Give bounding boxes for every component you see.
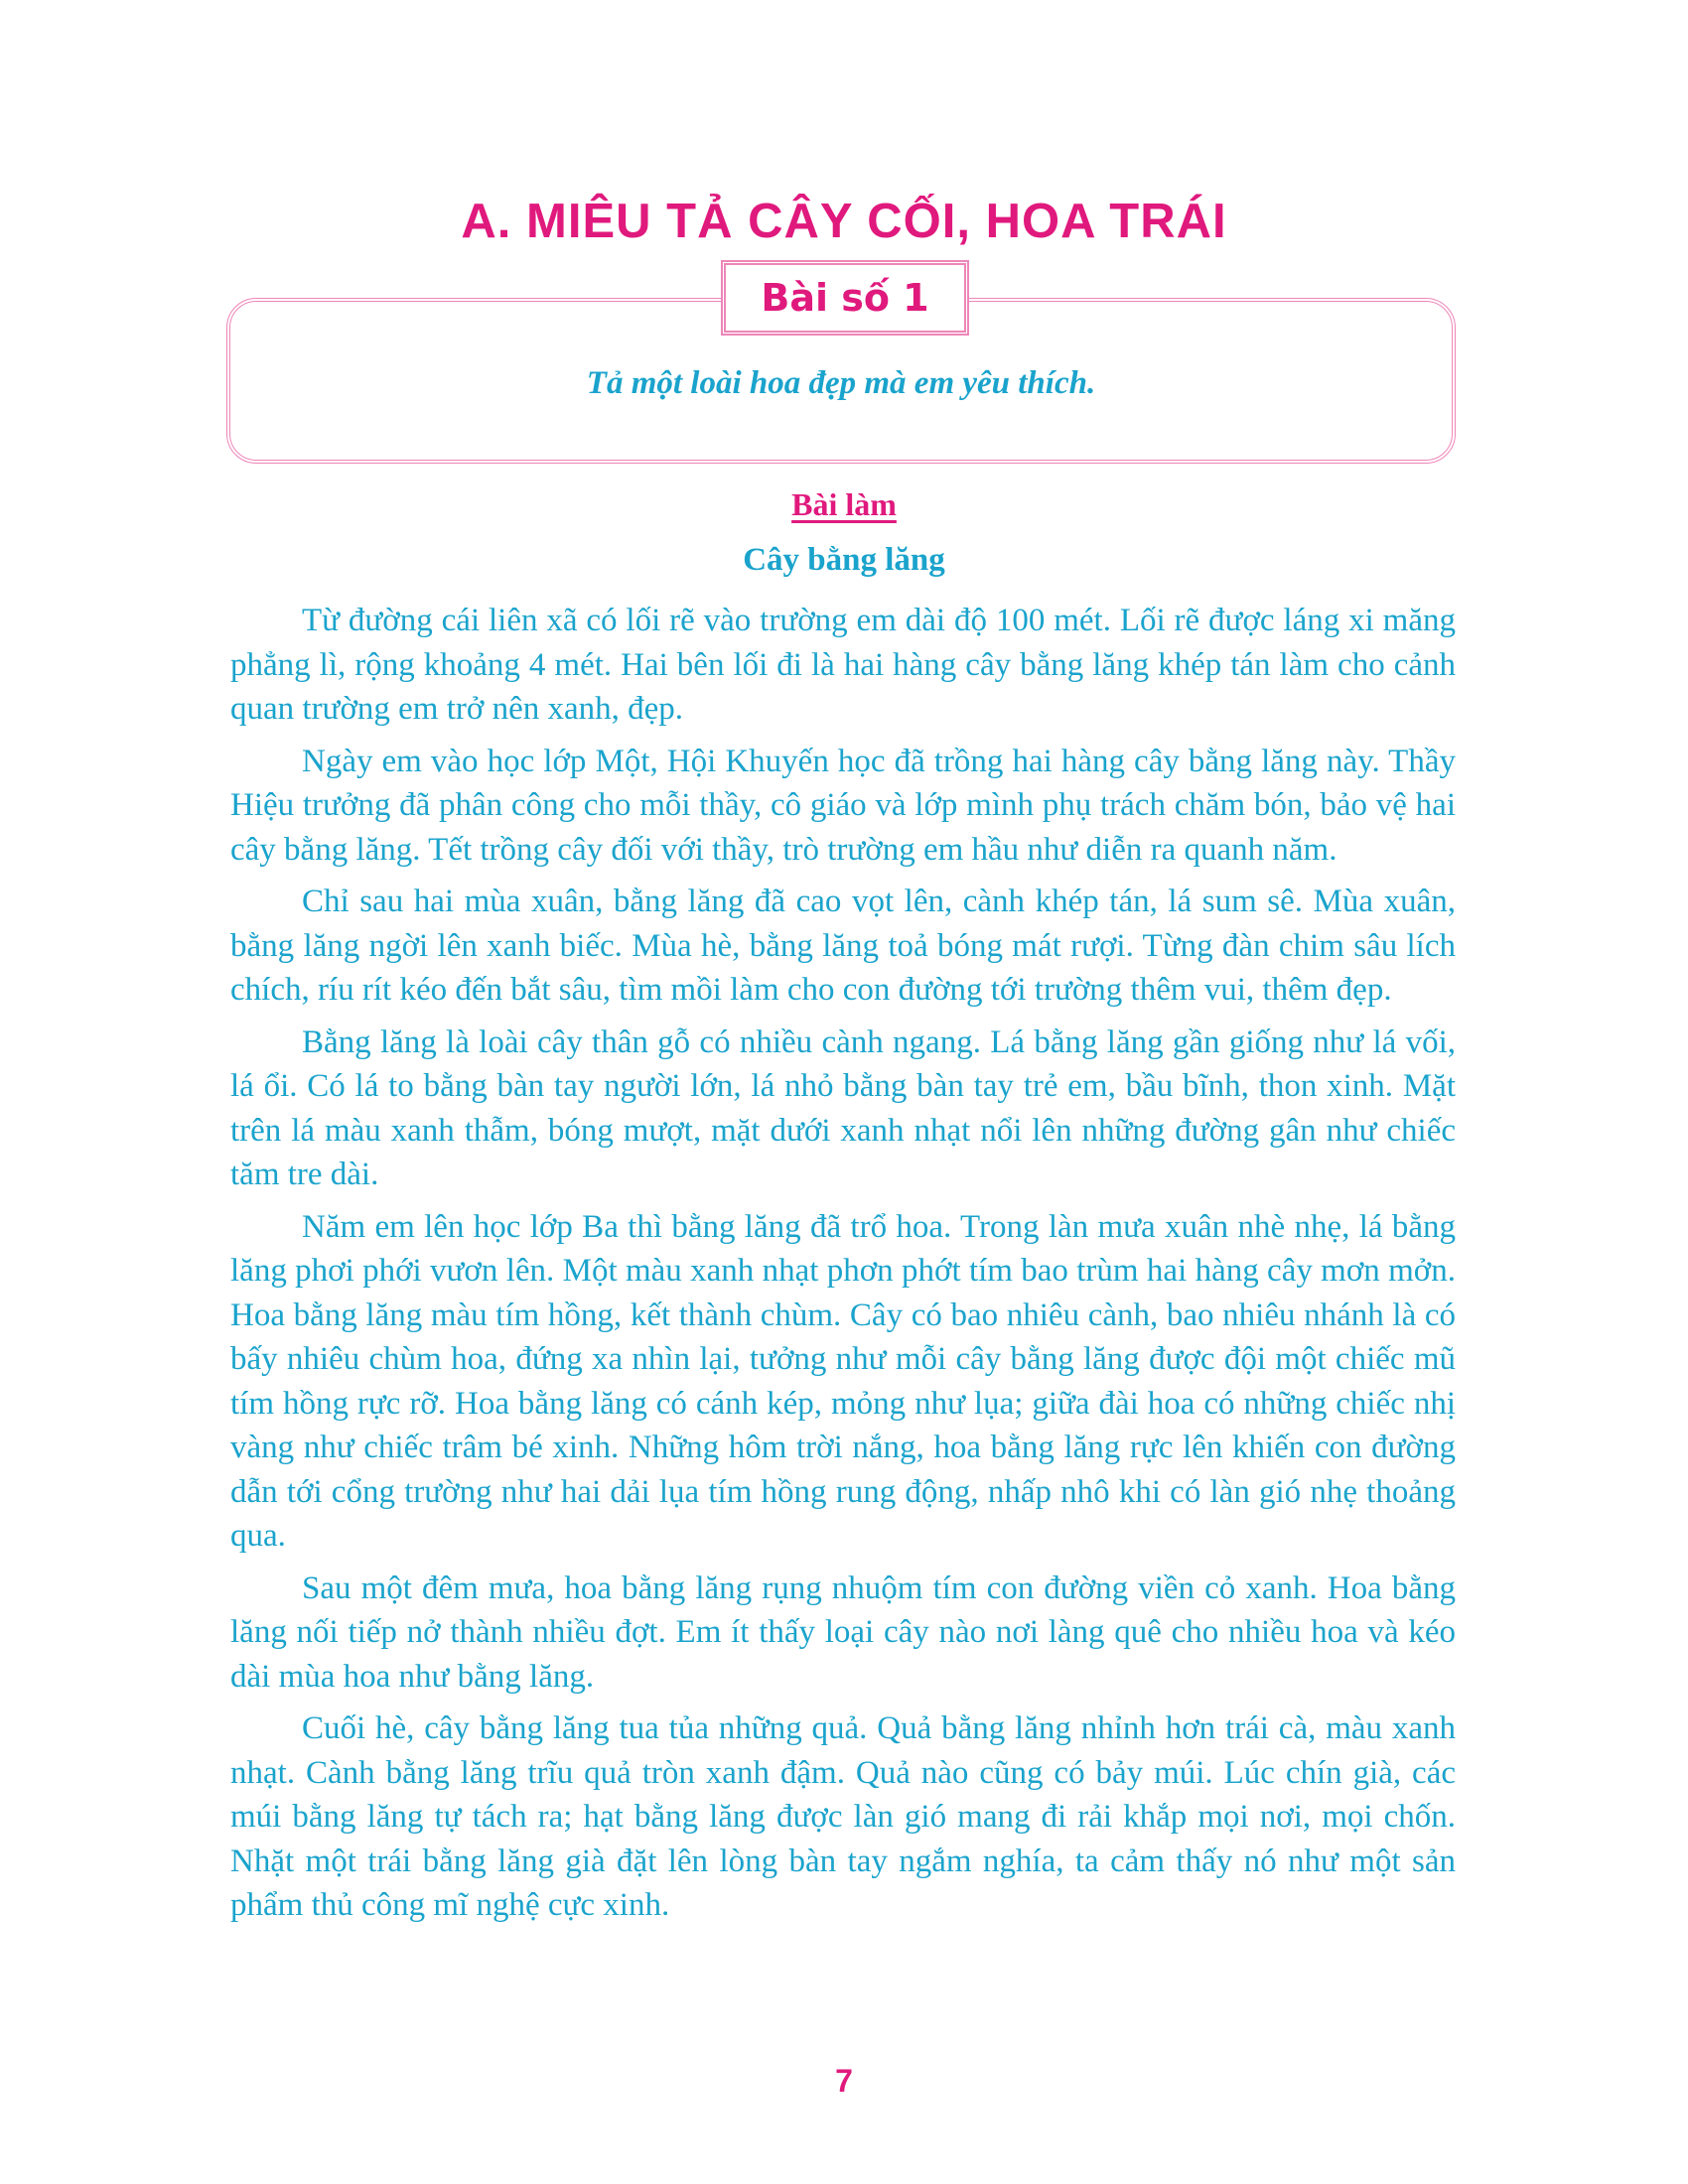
essay-paragraph: Năm em lên học lớp Ba thì bằng lăng đã trổ hoa. Trong làn mưa xuân nhè nhẹ, lá bằng lăng phơi phới vươn lên. Một màu xanh nhạt phơn phớt tím bao trùm hai hàng cây mơn mởn. Hoa bằng lăng màu tím hồng, kết thành chùm. Cây có bao nhiêu cành, bao nhiêu nhánh là có bấy nhiêu chùm hoa, đứng xa nhìn lại, tưởng như mỗi cây bằng lăng được đội một chiếc mũ tím hồng rực rỡ. Hoa bằng lăng có cánh kép, mỏng như lụa; giữa đài hoa có những chiếc nhị vàng như chiếc trâm bé xinh. Những hôm trời nắng, hoa bằng lăng rực lên khiến con đường dẫn tới cổng trường như hai dải lụa tím hồng rung động, nhấp nhô khi có làn gió nhẹ thoảng qua. — [230, 1208, 1456, 1554]
essay-paragraph: Chỉ sau hai mùa xuân, bằng lăng đã cao vọt lên, cành khép tán, lá sum sê. Mùa xuân, bằng lăng ngời lên xanh biếc. Mùa hè, bằng lăng toả bóng mát rượi. Từng đàn chim sâu lích chích, ríu rít kéo đến bắt sâu, tìm mồi làm cho con đường tới trường thêm vui, thêm đẹp. — [230, 884, 1456, 1008]
essay-paragraph: Ngày em vào học lớp Một, Hội Khuyến học đã trồng hai hàng cây bằng lăng này. Thầy Hiệu trưởng đã phân công cho mỗi thầy, cô giáo và lớp mình phụ trách chăm bón, bảo vệ hai cây bằng lăng. Tết trồng cây đối với thầy, trò trường em hầu như diễn ra quanh năm. — [230, 743, 1456, 868]
section-title: A. MIÊU TẢ CÂY CỐI, HOA TRÁI — [461, 194, 1227, 248]
page-number: 7 — [835, 2063, 853, 2099]
essay-paragraph: Bằng lăng là loài cây thân gỗ có nhiều cành ngang. Lá bằng lăng gần giống như lá vối, lá ổi. Có lá to bằng bàn tay người lớn, lá nhỏ bằng bàn tay trẻ em, bầu bĩnh, thon xinh. Mặt trên lá màu xanh thẫm, bóng mượt, mặt dưới xanh nhạt nổi lên những đường gân như chiếc tăm tre dài. — [230, 1024, 1456, 1192]
essay-body — [230, 599, 1456, 1936]
answer-heading: Bài làm — [791, 486, 897, 522]
essay-paragraph: Từ đường cái liên xã có lối rẽ vào trường em dài độ 100 mét. Lối rẽ được láng xi măng phẳng lì, rộng khoảng 4 mét. Hai bên lối đi là hai hàng cây bằng lăng khép tán làm cho cảnh quan trường em trở nên xanh, đẹp. — [230, 603, 1456, 727]
exercise-label: Bài số 1 — [721, 260, 969, 336]
essay-title: Cây bằng lăng — [743, 542, 945, 578]
essay-paragraph: Sau một đêm mưa, hoa bằng lăng rụng nhuộm tím con đường viền cỏ xanh. Hoa bằng lăng nối tiếp nở thành nhiều đợt. Em ít thấy loại cây nào nơi làng quê cho nhiều hoa và kéo dài mùa hoa như bằng lăng. — [230, 1570, 1456, 1695]
exercise-prompt: Tả một loài hoa đẹp mà em yêu thích. — [586, 365, 1096, 401]
essay-paragraph: Cuối hè, cây bằng lăng tua tủa những quả. Quả bằng lăng nhỉnh hơn trái cà, màu xanh nhạt. Cành bằng lăng trĩu quả tròn xanh đậm. Quả nào cũng có bảy múi. Lúc chín già, các múi bằng lăng tự tách ra; hạt bằng lăng được làn gió mang đi rải khắp mọi nơi, mọi chốn. Nhặt một trái bằng lăng già đặt lên lòng bàn tay ngắm nghía, ta cảm thấy nó như một sản phẩm thủ công mĩ nghệ cực xinh. — [230, 1710, 1456, 1923]
